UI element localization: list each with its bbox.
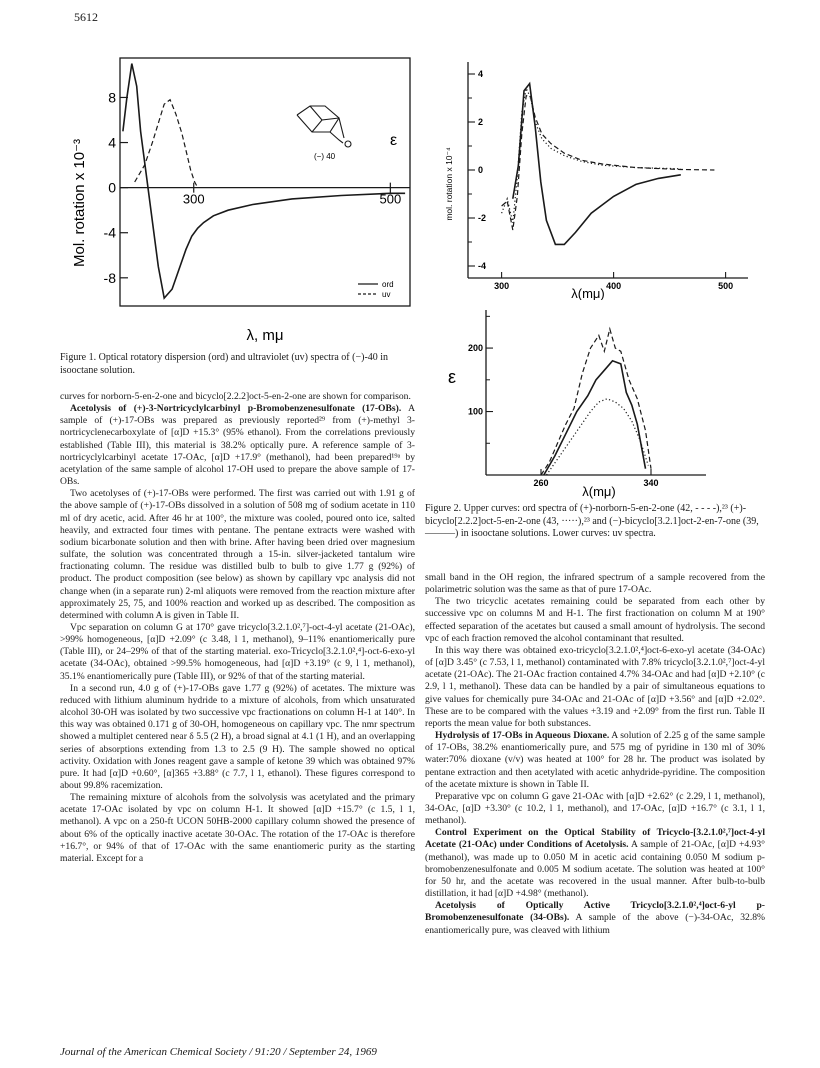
fig2u-xtick-label: 400 — [606, 281, 622, 291]
fig1-legend-label: uv — [382, 290, 391, 299]
fig2l-ytick-label: 100 — [467, 406, 483, 417]
body-paragraph — [60, 622, 415, 683]
figure-2-caption-label: Figure 2. — [425, 503, 462, 514]
section-heading: Hydrolysis of 17-OBs in Aqueous Dioxane. — [435, 730, 610, 742]
fig1-ytick-label: -4 — [103, 224, 116, 241]
figure-2-caption-text: Upper curves: ord spectra of (+)-norborn-5-en-2-one (42, - - - -),²³ (+)-bicyclo[2.2.2]oct-5-en-2-one (43, ·····),²³ and (−)-bicyclo[3.2.1]oct-2-en-7-one (39, ———) in isooctane solutions. Lower curves: uv spectra. — [425, 503, 759, 539]
fig1-xlabel: λ, mμ — [246, 327, 284, 344]
fig1-epsilon-label: ε — [390, 132, 398, 149]
paragraph-text: curves for norborn-5-en-2-one and bicyclo[2.2.2]oct-5-en-2-one are shown for comparison. — [60, 391, 411, 402]
right-text-column — [425, 572, 765, 937]
figure-1-caption-label: Figure 1. — [60, 352, 97, 363]
fig2u-ytick-label: -2 — [478, 213, 487, 223]
body-paragraph — [425, 596, 765, 645]
section-paragraph — [425, 900, 765, 936]
paragraph-text: A solution of 2.25 g of the same sample of 17-OBs, 38.2% enantiomerically pure, and 575 mg of pyridine in 130 ml of 30% water:70% dioxane (v/v) was heated at 100° for 28 hr. The product was isolated by pentane extraction and then acetylated with acetic anhydride-pyridine. The composition of the acetate mixture is shown in Table II. — [425, 730, 765, 790]
paragraph-text: Vpc separation on column G at 170° gave tricyclo[3.2.1.0²,⁷]-oct-4-yl acetate (21-OAc), >99% homogeneous, [α]D +2.09° (c 3.48, l 1, methanol), 9–11% enantiomerically pure (Table III), or 24–29% of that of the starting material. exo-Tricyclo[3.2.1.0²,⁴]-oct-6-exo-yl acetate (34-OAc), obtained >99.5% homogeneous, had [α]D +3.19° (c 9, l 1, methanol), 35.1% enantiomerically pure (Table III), or 92% of that of the starting material. — [60, 621, 415, 682]
paragraph-text: In this way there was obtained exo-tricyclo[3.2.1.0²,⁴]oct-6-exo-yl acetate (34-OAc) of [α]D 3.45° (c 7.53, l 1, methanol) contaminated with 7.8% tricyclo[3.2.1.0²,⁷]oct-4-yl acetate (21-OAc). The 21-OAc fraction contained 4.7% 34-OAc and had [α]D +2.10° (c 2.9, l 1, methanol). These data can be handled by a pair of simultaneous equations to give values for chemically pure 34-OAc and 21-OAc of [α]D +3.56° and [α]D +2.02°. These are to be compared with the values +3.19 and +2.09° from the first run. Table II reports the mean value for both substances. — [425, 644, 765, 729]
fig1-ticks — [120, 97, 410, 277]
page-number: 5612 — [74, 10, 98, 24]
figure-2-lower-chart — [438, 300, 768, 500]
figure-1-caption — [60, 352, 415, 377]
fig1-ylabel: Mol. rotation x 10⁻³ — [71, 139, 88, 267]
fig2u-xtick-label: 300 — [494, 281, 510, 291]
fig1-series-uv-line — [135, 100, 198, 188]
fig1-ytick-label: 0 — [108, 179, 116, 196]
fig1-xtick-label: 300 — [182, 191, 205, 207]
fig1-series-ord-line — [123, 64, 405, 299]
fig1-ytick-label: -8 — [103, 269, 116, 286]
fig2u-ytick-label: 0 — [478, 165, 484, 175]
fig1-frame — [120, 58, 410, 306]
figure-2-caption — [425, 503, 765, 541]
fig2u-ytick-label: 2 — [478, 117, 484, 127]
paragraph-text: The two tricyclic acetates remaining could be separated from each other by successive vpc on columns M and H-1. The first fractionation on column M at 190° effected separation of the acetates but caused a small amount of hydrolysis. The second vpc of each fraction removed the alcohol contaminant that resulted. — [425, 596, 765, 644]
figure-2-upper-chart — [438, 58, 768, 300]
figure-1-chart — [60, 40, 420, 348]
fig2u-xlabel: λ(mμ) — [571, 286, 605, 300]
structure-40-icon — [297, 106, 351, 147]
fig2u-series — [502, 84, 715, 245]
journal-footer: Journal of the American Chemical Society / 91:20 / September 24, 1969 — [60, 1046, 377, 1058]
section-paragraph — [425, 730, 765, 791]
fig2l-ytick-label: 200 — [467, 343, 483, 354]
fig2u-ylabel: mol. rotation x 10⁻⁴ — [444, 147, 454, 221]
fig2u-ytick-label: -4 — [478, 261, 487, 271]
fig1-xtick-label: 500 — [379, 191, 402, 207]
fig2u-series-39-line — [513, 84, 681, 245]
section-heading: Acetolysis of Optically Active Tricyclo[3.2.1.0²,⁴]oct-6-yl p-Bromobenzenesulfonate (34-OBs). — [425, 900, 765, 924]
figure-1-caption-text: Optical rotatory dispersion (ord) and ultraviolet (uv) spectra of (−)-40 in isooctane solution. — [60, 352, 389, 376]
paragraph-text: A sample of 21-OAc, [α]D +4.93° (methanol), was made up to 0.050 M in acetic acid containing 0.050 M sodium p-bromobenzenesulfonate and 0.005 M sodium acetate. The solution was heated at 100° for 50 hr, and the acetate was recovered in the usual manner. After bulb-to-bulb distillation, it had [α]D +4.98° (methanol). — [425, 839, 765, 900]
body-paragraph — [60, 391, 415, 403]
fig2l-xlabel: λ(mμ) — [582, 484, 616, 499]
fig1-legend-label: ord — [382, 280, 394, 289]
fig2l-epsilon-label: ε — [448, 367, 457, 387]
body-paragraph — [425, 645, 765, 730]
fig2u-xtick-label: 500 — [718, 281, 734, 291]
fig1-series — [123, 64, 405, 299]
paragraph-text: A sample of the above (−)-34-OAc, 32.8% enantiomerically pure, was cleaved with lithium — [425, 912, 766, 936]
section-paragraph — [60, 403, 415, 488]
body-paragraph — [60, 488, 415, 622]
paragraph-text: Preparative vpc on column G gave 21-OAc with [α]D +2.62° (c 2.29, l 1, methanol), 34-OAc, [α]D +3.30° (c 10.2, l 1, methanol), and 17-OAc, [α]D +16.7° (c 3.1, l 1, methanol). — [425, 790, 765, 827]
paragraph-text: Two acetolyses of (+)-17-OBs were performed. The first was carried out with 1.91 g of the above sample of (+)-17-OBs dissolved in a solution of 508 mg of sodium acetate in 110 ml of dry acetic, acid. After 46 hr at 100°, the mixture was cooled, poured onto ice, salted heavily, and extracted four times with pentane. The pentane extracts were washed with sodium bicarbonate solution and then with brine. After having been dried over magnesium sulfate, the solution was concentrated through a 15-in. silver-jacketed tantalum wire fractionating column. The residue was distilled bulb to bulb to give 1.77 g (92%) of product. The product composition (see below) as shown by capillary vpc analysis did not change when (in a separate run) 2-ml aliquots were removed from the reaction mixture after approximately 25, 75, and 100% reaction and worked up as described. The composition as determined with column A is given in Table II. — [60, 488, 415, 621]
body-paragraph — [425, 791, 765, 827]
fig1-ytick-label: 4 — [108, 134, 116, 151]
fig2l-series — [541, 329, 651, 475]
fig1-legend — [358, 280, 394, 299]
paragraph-text: In a second run, 4.0 g of (+)-17-OBs gave 1.77 g (92%) of acetates. The mixture was reduced with lithium aluminum hydride to a mixture of alcohols, from which unsaturated alcohol 30-OH was isolated by two successive vpc fractionations on column H-1 at 140°. In this way was obtained 0.171 g of 30-OH, homogeneous on capillary vpc. The nmr spectrum showed a multiplet centered near δ 5.5 (2 H), a broad signal at 4.1 (1 H), and an overlapping series of absorptions extending from 1.3 to 2.5 (9 H). The sample showed no optical activity. Oxidation with Jones reagent gave a sample of ketone 39 which was obtained 97% pure. It had [α]D +0.60°, [α]365 +3.88° (c 7.7, l 1, ethanol). These figures correspond to about 99.8% racemization. — [60, 682, 415, 791]
paragraph-text: A sample of (+)-17-OBs was prepared as previously reported²⁹ from (+)-methyl 3-nortricyclenecarboxylate of [α]D +15.3° (95% ethanol). From the correlations previously established (Table III), this material is 38.2% optically pure. A reference sample of 3-nortricyclylcarbinyl acetate 17-OAc, [α]D +17.9° (methanol), had been prepared¹⁹ᵃ by acetylation of the same sample of alcohol 17-OH used to prepare the above sample of 17-OBs. — [60, 403, 415, 488]
section-heading: Acetolysis of (+)-3-Nortricyclylcarbinyl p-Bromobenzenesulfonate (17-OBs). — [70, 403, 402, 415]
section-heading: Control Experiment on the Optical Stability of Tricyclo-[3.2.1.0²,⁷]oct-4-yl Acetate (21-OAc) under Conditions of Acetolysis. — [425, 827, 765, 851]
fig2u-series-43-line — [502, 88, 681, 222]
fig2l-xtick-label: 340 — [643, 478, 659, 488]
left-text-column — [60, 391, 415, 865]
structure-label: (−) 40 — [314, 152, 336, 161]
paragraph-text: small band in the OH region, the infrared spectrum of a sample recovered from the polarimetric solution was the same as that of pure 17-OAc. — [425, 572, 765, 596]
fig2u-ytick-label: 4 — [478, 69, 484, 79]
body-paragraph — [425, 572, 765, 596]
body-paragraph — [60, 792, 415, 865]
fig1-ytick-label: 8 — [108, 89, 116, 106]
body-paragraph — [60, 683, 415, 792]
paragraph-text: The remaining mixture of alcohols from the solvolysis was acetylated and the primary acetate 17-OAc isolated by vpc on column H-1. It showed [α]D +15.7° (c 1.5, l 1, methanol). A vpc on a 250-ft UCON 50HB-2000 capillary column showed the presence of about 6% of the optically inactive acetate 30-OAc. The rotation of the 17-OAc is therefore +16.7°, or 94% of that of 17-OAc with the same enantiomeric purity as the starting material. Except for a — [60, 792, 415, 864]
section-paragraph — [425, 827, 765, 900]
fig2l-xtick-label: 260 — [533, 478, 549, 488]
fig2l-series-42-line — [541, 329, 651, 475]
